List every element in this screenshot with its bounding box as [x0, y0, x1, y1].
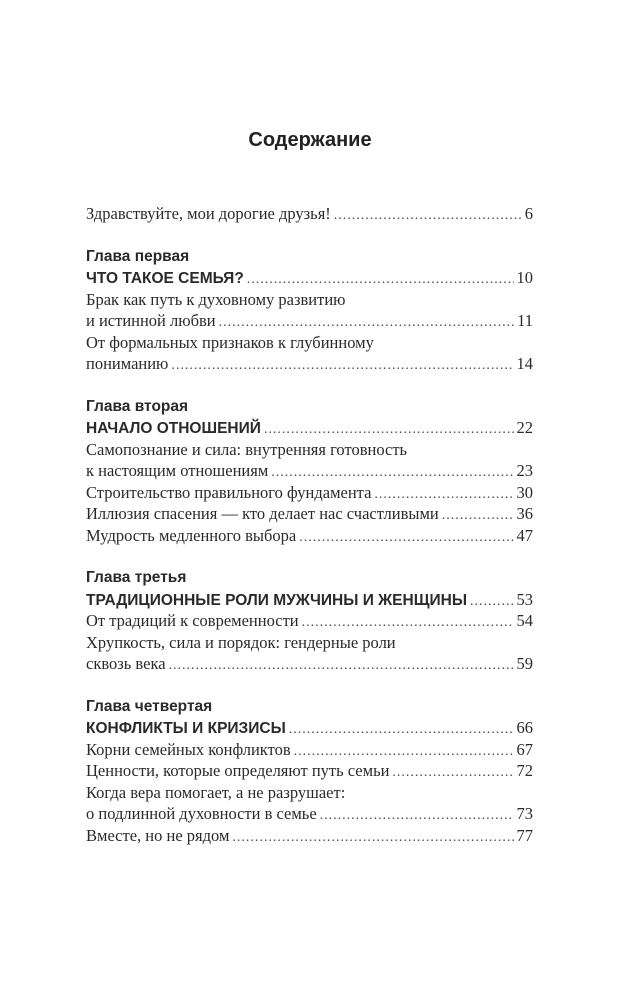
entry-title: Корни семейных конфликтов [86, 739, 291, 759]
dot-leader [442, 505, 514, 527]
entry-title: пониманию [86, 354, 169, 373]
entry-line [86, 310, 533, 332]
chapter-label-text: Глава вторая [86, 397, 189, 415]
page-number: 47 [516, 525, 533, 545]
toc-entry[interactable] [86, 739, 533, 761]
dot-leader [299, 527, 513, 549]
dot-leader [264, 419, 514, 441]
dot-leader [219, 312, 515, 334]
toc-entry[interactable] [86, 439, 533, 482]
page-number: 67 [516, 739, 533, 759]
entry-title: к настоящим отношениям [86, 461, 269, 480]
dot-leader [232, 827, 513, 849]
toc-entry[interactable] [86, 825, 533, 847]
toc-entry[interactable] [86, 503, 533, 525]
entry-line [86, 482, 533, 504]
chapter-section [86, 246, 533, 375]
dot-leader [320, 805, 514, 827]
page-number: 22 [516, 418, 533, 437]
chapter-section [86, 696, 533, 847]
entry-line [86, 332, 533, 354]
dot-leader [470, 591, 514, 613]
toc-entry[interactable] [86, 632, 533, 675]
dot-leader [302, 612, 514, 634]
toc-entry[interactable] [86, 332, 533, 375]
entry-title: Хрупкость, сила и порядок: гендерные роли [86, 632, 396, 652]
toc-entry[interactable] [86, 289, 533, 332]
entry-title: Ценности, которые определяют путь семьи [86, 761, 390, 780]
toc-entry[interactable] [86, 482, 533, 504]
entry-line [86, 460, 533, 482]
entry-line [86, 739, 533, 761]
chapter-label-text: Глава первая [86, 247, 190, 265]
toc-entry[interactable] [86, 760, 533, 782]
entry-line [86, 632, 533, 654]
chapter-section [86, 567, 533, 675]
entry-line [86, 825, 533, 847]
entry-line [86, 760, 533, 782]
dot-leader [289, 719, 514, 741]
page-number: 59 [516, 654, 533, 673]
dot-leader [247, 269, 514, 291]
entry-line [86, 289, 533, 311]
page-number: 11 [517, 311, 533, 330]
chapter-label [86, 246, 533, 268]
toc-entry-chapter-heading[interactable] [86, 267, 533, 289]
entry-title: Брак как путь к духовному развитию [86, 289, 346, 309]
chapter-label [86, 396, 533, 418]
page-number: 54 [516, 611, 533, 630]
dot-leader [374, 484, 513, 506]
entry-title: Строительство правильного фундамента [86, 482, 372, 502]
entry-line [86, 353, 533, 375]
page-number: 14 [516, 354, 533, 373]
page-number: 36 [516, 504, 533, 523]
chapter-label-text: Глава третья [86, 569, 187, 586]
chapter-label [86, 567, 533, 589]
dot-leader [334, 205, 522, 227]
dot-leader [392, 762, 513, 784]
entry-title: Вместе, но не рядом [86, 825, 230, 845]
entry-title: Здравствуйте, мои дорогие друзья! [86, 204, 331, 223]
entry-line [86, 525, 533, 547]
toc-entry[interactable] [86, 525, 533, 547]
page-number: 10 [516, 268, 533, 287]
entry-line [86, 653, 533, 675]
chapter-label-text: Глава четвертая [86, 697, 213, 715]
dot-leader [171, 355, 513, 377]
toc-entry-chapter-heading[interactable] [86, 589, 533, 611]
toc-entry-chapter-heading[interactable] [86, 717, 533, 739]
entry-title: сквозь века [86, 654, 166, 673]
dot-leader [294, 741, 514, 763]
entry-title: Когда вера помогает, а не разрушает: [86, 782, 346, 802]
entry-title: Мудрость медленного выбора [86, 525, 297, 545]
dot-leader [169, 655, 514, 677]
entry-title: и истинной любви [86, 311, 216, 330]
table-of-contents [86, 203, 533, 846]
entry-title: От традиций к современности [86, 611, 299, 630]
entry-line [86, 439, 533, 461]
entry-line [86, 782, 533, 804]
page-number: 73 [516, 804, 533, 823]
chapter-section [86, 396, 533, 547]
chapter-heading-text: НАЧАЛО ОТНОШЕНИЙ [86, 420, 261, 437]
chapter-heading-text: ТРАДИЦИОННЫЕ РОЛИ МУЖЧИНЫ И ЖЕНЩИНЫ [86, 591, 467, 609]
entry-title: Иллюзия спасения — кто делает нас счастливыми [86, 504, 439, 523]
page-number: 53 [516, 589, 533, 609]
entry-line [86, 803, 533, 825]
page-number: 30 [516, 482, 533, 502]
chapter-heading-text: КОНФЛИКТЫ И КРИЗИСЫ [86, 720, 286, 737]
dot-leader [271, 462, 513, 484]
page-number: 66 [516, 718, 533, 737]
toc-entry[interactable] [86, 610, 533, 632]
toc-entry-intro[interactable] [86, 203, 533, 225]
toc-entry[interactable] [86, 782, 533, 825]
page-number: 72 [516, 761, 533, 780]
page-title: Содержание [248, 129, 372, 151]
entry-title: о подлинной духовности в семье [86, 804, 317, 823]
chapter-label [86, 696, 533, 718]
entry-line [86, 503, 533, 525]
entry-title: От формальных признаков к глубинному [86, 332, 374, 352]
chapter-heading-text: ЧТО ТАКОЕ СЕМЬЯ? [86, 270, 244, 287]
page-number: 23 [516, 461, 533, 480]
entry-title: Самопознание и сила: внутренняя готовность [86, 439, 408, 459]
entry-line [86, 610, 533, 632]
page-number: 6 [524, 204, 533, 223]
toc-entry-chapter-heading[interactable] [86, 417, 533, 439]
page-number: 77 [516, 825, 533, 845]
